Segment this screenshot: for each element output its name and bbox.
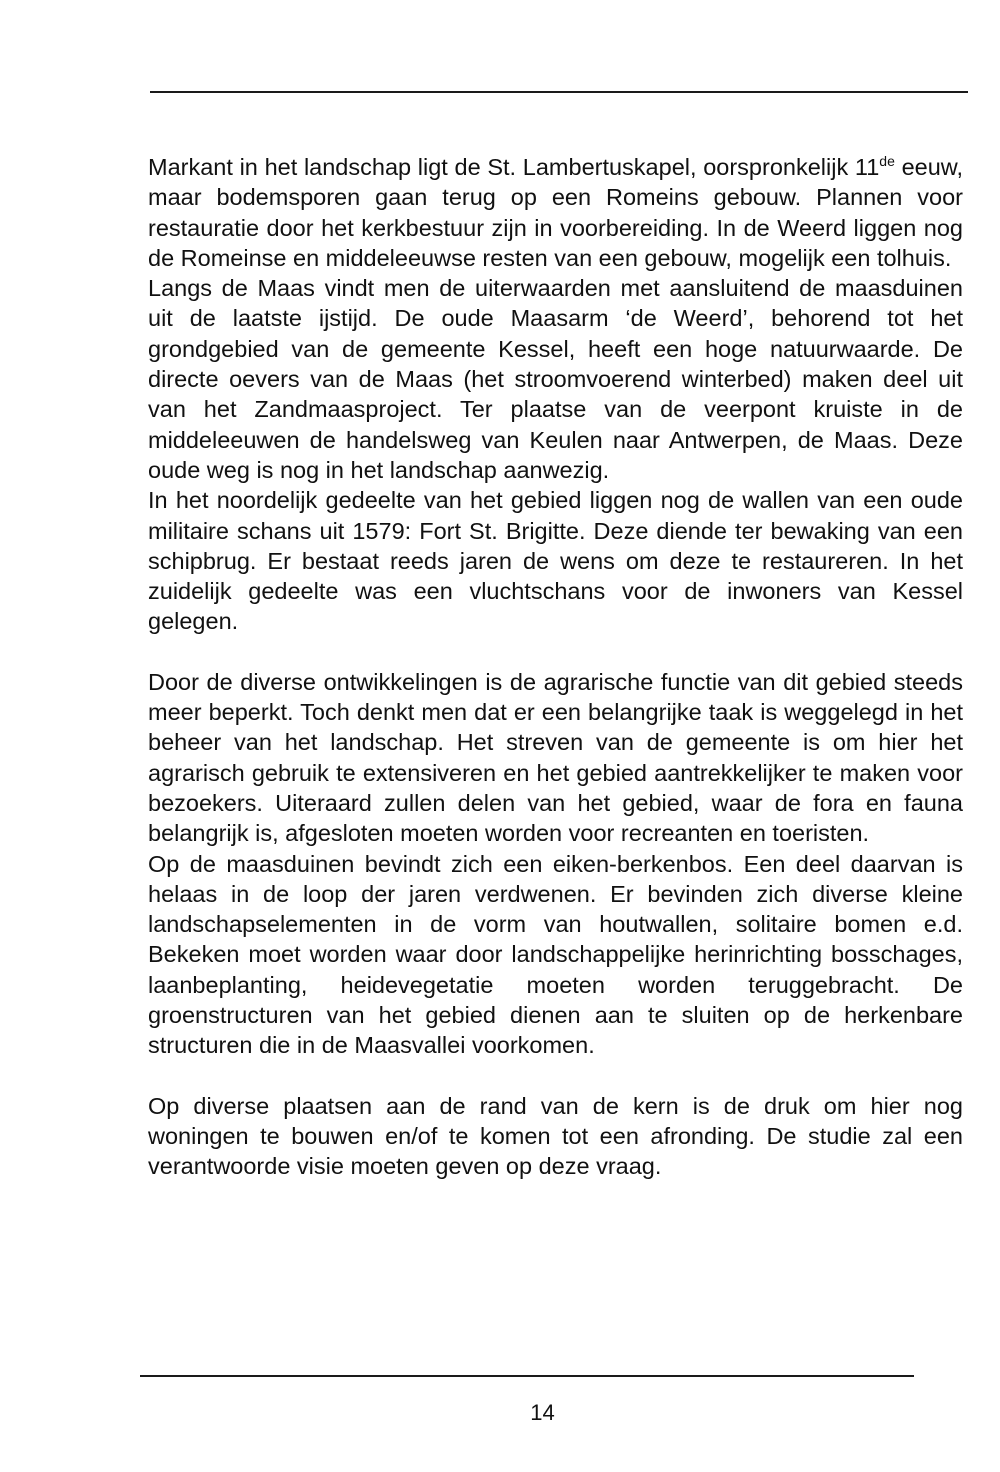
paragraph-6: Op diverse plaatsen aan de rand van de kern is de druk om hier nog woningen te bouwen en/of te komen tot een afronding. De studie zal een verantwoorde visie moeten geven op deze vraag. [148, 1092, 963, 1180]
page-number: 14 [530, 1400, 555, 1425]
paragraph-1-start: Markant in het landschap ligt de St. Lambertuskapel, oorspronkelijk 11 [148, 154, 880, 180]
header-rule [150, 91, 968, 93]
page-body [148, 152, 963, 1182]
paragraph-1-end: eeuw, maar bodemsporen gaan terug op een Romeins gebouw. Plannen voor restauratie door het kerkbestuur zijn in voorbereiding. In de Weerd liggen nog de Romeinse en middeleeuwse resten van een gebouw, mogelijk een tolhuis. [148, 154, 963, 271]
footer-rule [140, 1375, 914, 1377]
paragraph-5: Op de maasduinen bevindt zich een eiken-berkenbos. Een deel daarvan is helaas in de loop der jaren verdwenen. Er bevinden zich diverse kleine landschapselementen in de vorm van houtwallen, solitaire bomen e.d. Bekeken moet worden waar door landschappelijke herinrichting bosschages, laanbeplanting, heidevegetatie moeten worden teruggebracht. De groenstructuren van het gebied dienen aan te sluiten op de herkenbare structuren die in de Maasvallei voorkomen. [148, 850, 963, 1059]
paragraph-4: Door de diverse ontwikkelingen is de agrarische functie van dit gebied steeds meer beperkt. Toch denkt men dat er een belangrijke taak is weggelegd in het beheer van het landschap. Het streven van de gemeente is om hier het agrarisch gebruik te extensiveren en het gebied aantrekkelijker te maken voor bezoekers. Uiteraard zullen delen van het gebied, waar de fora en fauna belangrijk is, afgesloten moeten worden voor recreanten en toeristen. [148, 668, 963, 847]
paragraph-2: Langs de Maas vindt men de uiterwaarden met aansluitend de maasduinen uit de laatste ijstijd. De oude Maasarm ‘de Weerd’, behorend tot het grondgebied van de gemeente Kessel, heeft een hoge natuurwaarde. De directe oevers van de Maas (het stroomvoerend winterbed) maken deel uit van het Zandmaasproject. Ter plaatse van de veerpont kruiste in de middeleeuwen de handelsweg van Keulen naar Antwerpen, de Maas. Deze oude weg is nog in het landschap aanwezig. [148, 275, 963, 483]
ordinal-suffix: de [879, 153, 895, 170]
paragraph-3: In het noordelijk gedeelte van het gebied liggen nog de wallen van een oude militaire schans uit 1579: Fort St. Brigitte. Deze diende ter bewaking van een schipbrug. Er bestaat reeds jaren de wens om deze te restaureren. In het zuidelijk gedeelte was een vluchtschans voor de inwoners van Kessel gelegen. [148, 487, 963, 635]
paragraph-1 [148, 152, 963, 273]
